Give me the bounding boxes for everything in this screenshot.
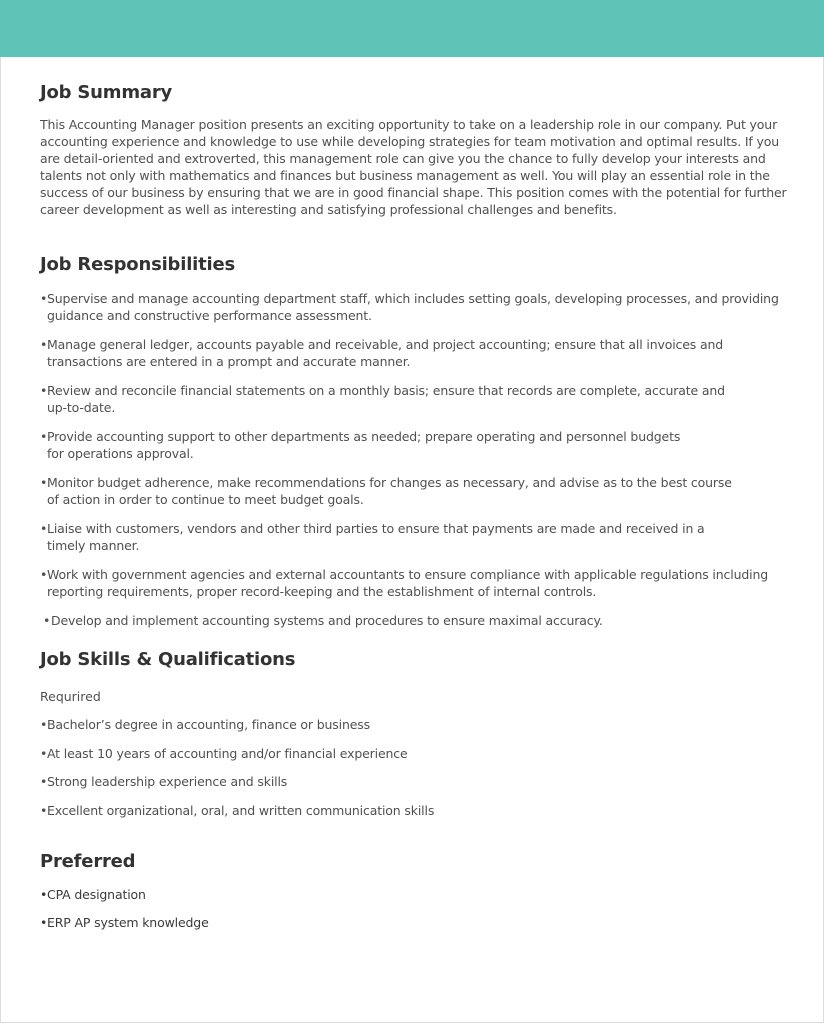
list-item: • Manage general ledger, accounts payable and receivable, and project accounting; ensure that all invoices and transactions are entered in a prompt and accurate manner. [40,337,724,369]
preferred-heading: Preferred [40,850,136,872]
bullet-icon: • [40,567,48,582]
list-item: • Excellent organizational, oral, and written communication skills [40,802,435,818]
list-item: • Monitor budget adherence, make recommendations for changes as necessary, and advise as to the best course of action in order to continue to meet budget goals. [40,475,732,507]
responsibilities-list [40,290,790,629]
list-item: • Liaise with customers, vendors and other third parties to ensure that payments are made and received in a timely manner. [40,521,705,553]
preferred-section [40,849,790,932]
bullet-icon: • [40,774,48,789]
job-description [40,80,790,943]
preferred-list [40,886,790,932]
required-skills-list [40,716,790,819]
bullet-icon: • [40,475,48,490]
bullet-icon: • [40,383,48,398]
list-item: • Strong leadership experience and skills [40,774,288,789]
job-summary-section [40,80,790,218]
list-item: • Develop and implement accounting systems and procedures to ensure maximal accuracy. [43,613,603,628]
bullet-icon: • [40,291,48,306]
list-item: • ERP AP system knowledge [40,915,209,930]
list-item: • Work with government agencies and external accountants to ensure compliance with applicable regulations including reporting requirements, proper record-keeping and the establishment of internal controls. [40,567,769,599]
list-item: • At least 10 years of accounting and/or financial experience [40,745,408,761]
bullet-icon: • [40,802,48,818]
job-responsibilities-section [40,252,790,629]
job-skills-section [40,647,790,819]
bullet-icon: • [40,745,48,761]
list-item: • Provide accounting support to other departments as needed; prepare operating and personnel budgets for operations approval. [40,429,681,461]
bullet-icon: • [40,886,48,902]
list-item: • Bachelor’s degree in accounting, finance or business [40,717,371,732]
job-responsibilities-heading: Job Responsibilities [40,254,236,275]
required-label: Requrired [40,689,101,704]
bullet-icon: • [40,915,48,930]
job-skills-heading: Job Skills & Qualifications [40,649,296,670]
bullet-icon: • [40,337,48,352]
bullet-icon: • [43,613,51,628]
job-summary-text: This Accounting Manager position presents an exciting opportunity to take on a leadership role in our company. Put your accounting experience and knowledge to use while developing strategies for team motivation and optimal results. If you are detail-oriented and extroverted, this management role can give you the chance to fully develop your interests and talents not only with mathematics and finances but business management as well. You will play an essential role in the success of our business by ensuring that we are in good financial shape. This position comes with the potential for further career development as well as interesting and satisfying professional challenges and benefits. [40,117,787,217]
bullet-icon: • [40,429,48,444]
bullet-icon: • [40,717,48,732]
bullet-icon: • [40,521,48,536]
job-summary-heading: Job Summary [40,82,173,103]
list-item: • Review and reconcile financial statements on a monthly basis; ensure that records are complete, accurate and up-to-date. [40,383,725,415]
list-item: • Supervise and manage accounting department staff, which includes setting goals, developing processes, and providing guidance and constructive performance assessment. [40,291,779,323]
list-item: • CPA designation [40,886,146,902]
header-accent-bar [0,0,824,57]
